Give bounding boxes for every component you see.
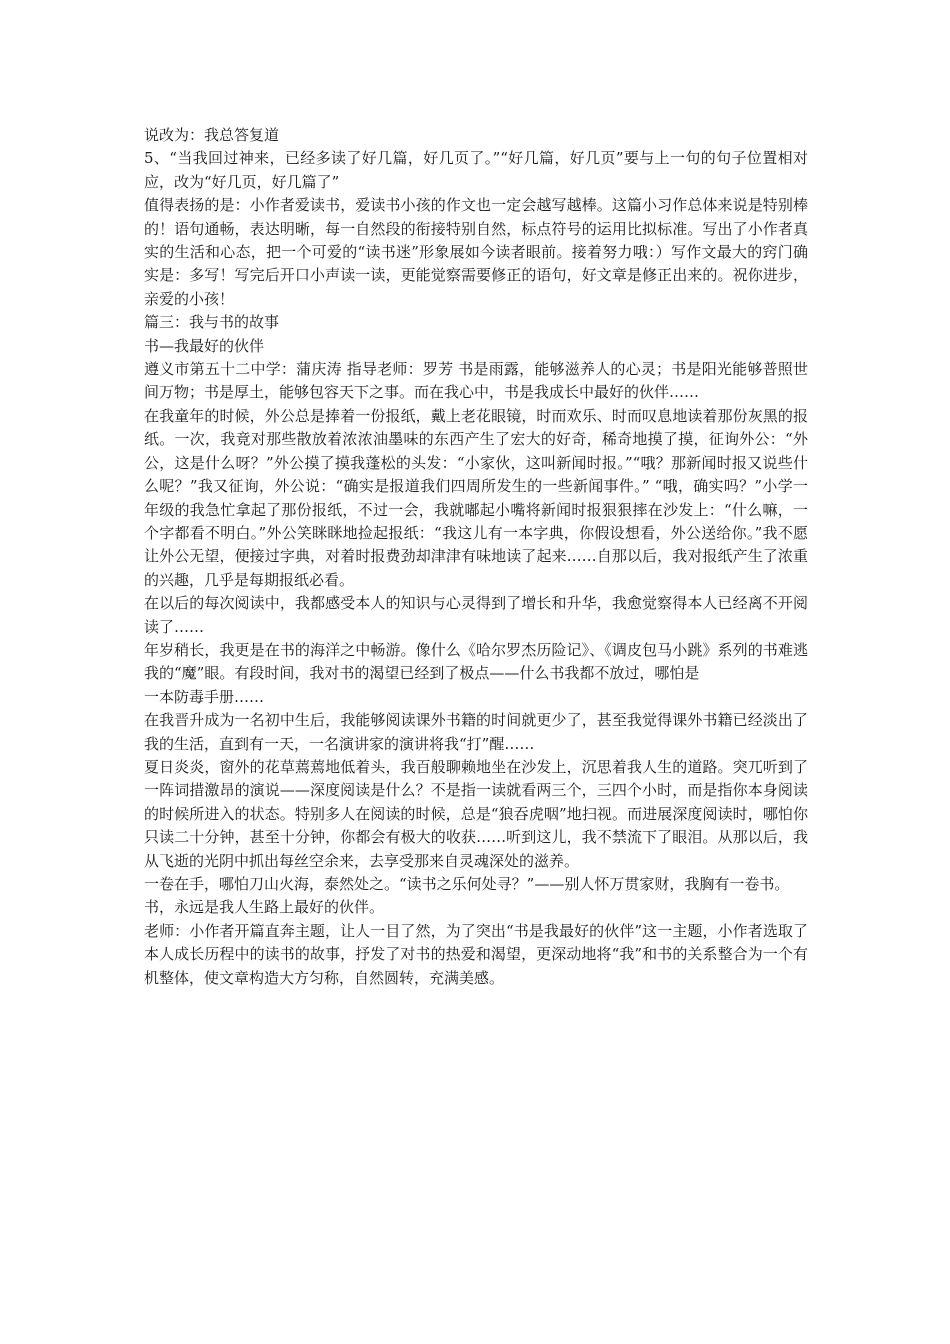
teacher-comment: 老师：小作者开篇直奔主题，让人一目了然，为了突出“书是我最好的伙伴”这一主题，小作者选取了本人成长历程中的读书的故事，抒发了对书的热爱和渴望，更深动地将“我”和书的关系整合为一个有机整体，使文章构造大方匀称，自然圆转，充满美感。	[144, 921, 808, 987]
essay-title: 书—我最好的伙伴	[144, 336, 265, 355]
paragraph: 夏日炎炎，窗外的花草蔫蔫地低着头，我百般聊赖地坐在沙发上，沉思着我人生的道路。突兀听到了一阵词措激昂的演说——深度阅读是什么？不是指一读就看两三个，三四个小时，而是指你本身阅读的时候所进入的状态。特别多人在阅读的时候，总是“狼吞虎咽”地扫视。而进展深度阅读时，哪怕你只读二十分钟，甚至十分钟，你都会有极大的收获……听到这儿，我不禁流下了眼泪。从那以后，我从飞逝的光阴中抓出每丝空余来，去享受那来自灵魂深处的滋养。	[144, 757, 808, 870]
paragraph: 在我晋升成为一名初中生后，我能够阅读课外书籍的时间就更少了，甚至我觉得课外书籍已经淡出了我的生活，直到有一天，一名演讲家的演讲将我“打”醒……	[144, 711, 808, 753]
paragraph: 在以后的每次阅读中，我都感受本人的知识与心灵得到了增长和升华，我愈觉察得本人已经离不开阅读了……	[144, 594, 808, 636]
section-heading: 篇三：我与书的故事	[144, 313, 280, 332]
paragraph: 值得表扬的是：小作者爱读书，爱读书小孩的作文也一定会越写越棒。这篇小习作总体来说是特别棒的！语句通畅，表达明晰，每一自然段的衔接特别自然，标点符号的运用比拟标准。写出了小作者真实的生活和心态，把一个可爱的“读书迷”形象展如今读者眼前。接着努力哦：）写作文最大的窍门确实是：多写！写完后开口小声读一读，更能觉察需要修正的语句，好文章是修正出来的。祝你进步，亲爱的小孩！	[144, 196, 808, 308]
paragraph: 一本防毒手册……	[144, 687, 265, 706]
paragraph: 书，永远是我人生路上最好的伙伴。	[144, 898, 385, 917]
paragraph: 5、“当我回过神来，已经多读了好几篇，好几页了。”“好几篇，好几页”要与上一句的句子位置相对应，改为“好几页，好几篇了”	[144, 149, 808, 191]
paragraph: 说改为：我总答复道	[144, 126, 280, 144]
paragraph: 遵义市第五十二中学：蒲庆涛 指导老师：罗芳 书是雨露，能够滋养人的心灵；书是阳光能够普照世间万物；书是厚土，能够包容天下之事。而在我心中，书是我成长中最好的伙伴……	[144, 360, 808, 402]
document-page	[144, 124, 808, 990]
paragraph: 在我童年的时候，外公总是捧着一份报纸，戴上老花眼镜，时而欢乐、时而叹息地读着那份灰黑的报纸。一次，我竟对那些散放着浓浓油墨味的东西产生了宏大的好奇，稀奇地摸了摸，征询外公：“外公，这是什么呀？”外公摸了摸我蓬松的头发：“小家伙，这叫新闻时报。”“哦？那新闻时报又说些什么呢？”我又征询，外公说：“确实是报道我们四周所发生的一些新闻事件。” “哦，确实吗？”小学一年级的我急忙拿起了那份报纸，不过一会，我就嘟起小嘴将新闻时报狠狠摔在沙发上：“什么嘛，一个字都看不明白。”外公笑眯眯地捡起报纸：“我这儿有一本字典，你假设想看，外公送给你。”我不愿让外公无望，便接过字典，对着时报费劲却津津有味地读了起来……自那以后，我对报纸产生了浓重的兴趣，几乎是每期报纸必看。	[144, 406, 808, 589]
paragraph: 一卷在手，哪怕刀山火海，泰然处之。“读书之乐何处寻？”——别人怀万贯家财，我胸有一卷书。	[144, 875, 790, 893]
paragraph: 年岁稍长，我更是在书的海洋之中畅游。像什么《哈尔罗杰历险记》、《调皮包马小跳》系列的书难逃我的“魔”眼。有段时间，我对书的渴望已经到了极点——什么书我都不放过，哪怕是	[144, 640, 808, 683]
